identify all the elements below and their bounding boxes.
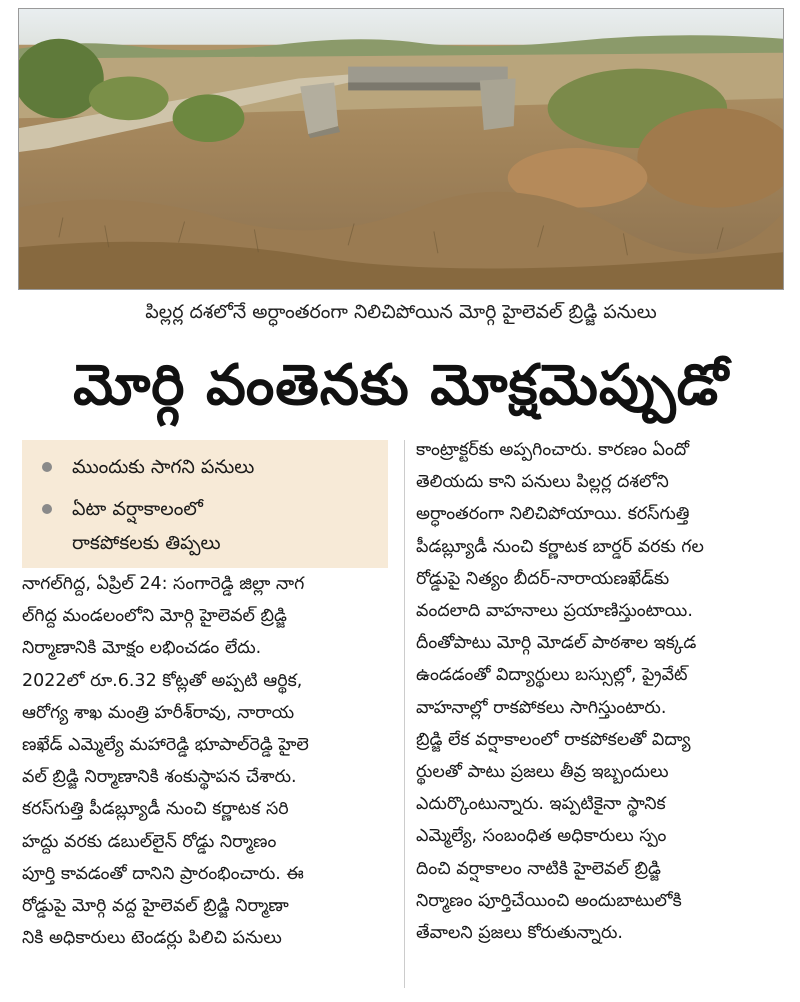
photo-caption: పిల్లర్ల దశలోనే అర్ధాంతరంగా నిలిచిపోయిన మోర్గి హైలెవల్ బ్రిడ్జి పనులు: [145, 301, 657, 323]
text-line: ఆరోగ్య శాఖ మంత్రి హరీశ్‌రావు, నారాయ: [22, 702, 295, 723]
text-line: బ్రిడ్జి లేక వర్షాకాలంలో రాకపోకలతో విద్యా: [416, 729, 691, 750]
text-line: ణఖేడ్ ఎమ్మెల్యే మహారెడ్డి భూపాల్‌రెడ్డి హైలె: [22, 735, 309, 756]
text-line: కాంట్రాక్టర్‌కు అప్పగించారు. కారణం ఏందో: [416, 440, 690, 460]
text-line: నాగల్‌గిద్ద, ఏప్రిల్ 24: సంగారెడ్డి జిల్లా నాగ: [22, 574, 305, 594]
highlight-line: రాకపోకలకు తిప్పలు: [72, 532, 221, 554]
text-line: వందలాది వాహనాలు ప్రయాణిస్తుంటాయి.: [416, 601, 693, 622]
text-line: నిర్మాణానికి మోక్షం లభించడం లేదు.: [22, 638, 262, 659]
text-line: ల్‌గిద్ద మండలంలోని మోర్గి హైలెవల్ బ్రిడ్జి: [22, 606, 287, 627]
text-line: హద్దు వరకు డబుల్‌లైన్ రోడ్డు నిర్మాణం: [22, 831, 277, 852]
article-column-left: [22, 568, 394, 954]
highlight-item: [42, 492, 376, 560]
text-line: వల్ బ్రిడ్జి నిర్మాణానికి శంకుస్థాపన చేశారు.: [22, 767, 297, 788]
highlights-list: [42, 450, 376, 560]
text-line: పూర్తి కావడంతో దానిని ప్రారంభించారు. ఈ: [22, 863, 304, 884]
text-line: ఎమ్మెల్యే, సంబంధిత అధికారులు స్పం: [416, 826, 667, 847]
bridge-pillars-photo: [19, 9, 783, 289]
bullet-icon: [42, 504, 52, 514]
text-line: దించి వర్షాకాలం నాటికి హైలెవల్ బ్రిడ్జి: [416, 858, 661, 879]
text-line: ఉండడంతో విద్యార్థులు బస్సుల్లో, ప్రైవేట్: [416, 665, 688, 686]
text-line: పీడబ్ల్యూడీ నుంచి కర్ణాటక బార్డర్ వరకు గల: [416, 536, 704, 557]
column-divider: [404, 440, 405, 988]
highlight-line: ముందుకు సాగని పనులు: [72, 456, 255, 478]
news-photo: [18, 8, 784, 290]
text-line: ఎదుర్కొంటున్నారు. ఇప్పటికైనా స్థానిక: [416, 794, 666, 815]
headline: మోర్గి వంతెనకు మోక్షమెప్పుడో: [73, 353, 729, 418]
text-line: 2022లో రూ.6.32 కోట్లతో అప్పటి ఆర్థిక,: [22, 670, 303, 691]
text-line: ర్థులతో పాటు ప్రజలు తీవ్ర ఇబ్బందులు: [416, 762, 669, 783]
text-line: కరస్‌గుత్తి పీడబ్ల్యూడీ నుంచి కర్ణాటక సరి: [22, 799, 289, 820]
text-line: నిర్మాణం పూర్తిచేయించి అందుబాటులోకి: [416, 890, 682, 911]
text-line: తేవాలని ప్రజలు కోరుతున్నారు.: [416, 923, 623, 944]
text-line: వాహనాల్లో రాకపోకలు సాగిస్తుంటారు.: [416, 697, 667, 718]
highlight-item: [42, 450, 376, 484]
text-line: అర్ధాంతరంగా నిలిచిపోయాయి. కరస్‌గుత్తి: [416, 504, 690, 525]
text-line: రోడ్డుపై మోర్గి వద్ద హైలెవల్ బ్రిడ్జి నిర్మాణా: [22, 896, 289, 917]
text-line: నికి అధికారులు టెండర్లు పిలిచి పనులు: [22, 928, 282, 949]
highlight-text: [72, 492, 221, 560]
text-line: తెలియదు కాని పనులు పిల్లర్ల దశలోని: [416, 472, 669, 493]
text-line: దీంతోపాటు మోర్గి మోడల్ పాఠశాల ఇక్కడ: [416, 633, 697, 654]
bullet-icon: [42, 462, 52, 472]
highlights-box: [22, 440, 388, 568]
article-column-right: [416, 434, 786, 949]
highlight-line: ఏటా వర్షాకాలంలో: [72, 498, 203, 520]
text-line: రోడ్డుపై నిత్యం బీదర్-నారాయణఖేడ్‌కు: [416, 568, 670, 589]
highlight-text: [72, 450, 254, 484]
